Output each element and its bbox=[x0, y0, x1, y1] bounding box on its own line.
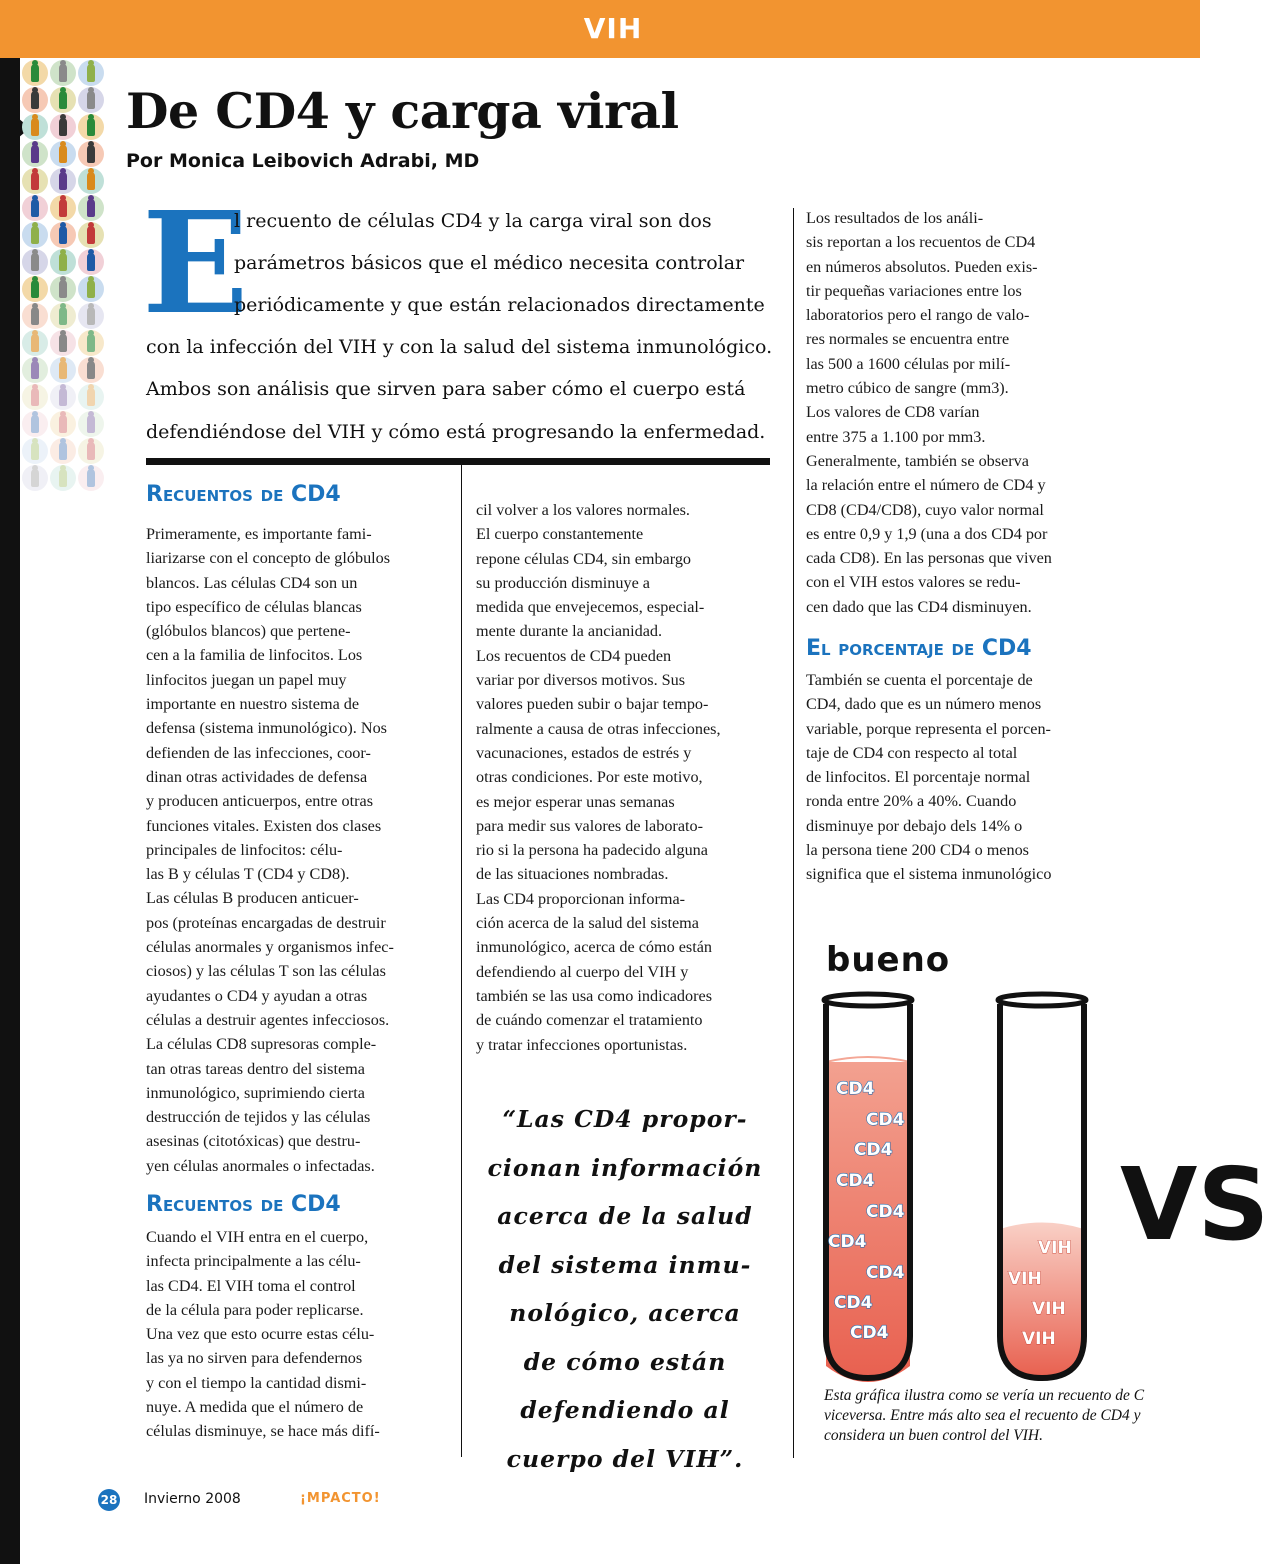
person-dot bbox=[50, 357, 76, 383]
person-dot bbox=[78, 303, 104, 329]
person-dot bbox=[78, 141, 104, 167]
person-icon bbox=[59, 388, 67, 406]
column-2-text: cil volver a los valores normales. El cuerpo constantemente repone células CD4, sin embargo su producción disminuye a medida que envejecemos, especial- mente durante la ancianidad. Los recuentos de CD4 pueden variar por diversos motivos. Sus valores pueden subir o bajar tempo- ralmente a causa de otras infecciones, vacunaciones, estados de estrés y otras condiciones. Por este motivo, es mejor esperar unas semanas para medir sus valores de laborato- rio si la persona ha padecido alguna de las situaciones nombradas. Las CD4 proporcionan informa- ción acerca de la salud del sistema inmunológico, acerca de cómo están defendiendo al cuerpo del VIH y también se las usa como indicadores de cuándo comenzar el tratamiento y tratar infecciones oportunistas. bbox=[476, 501, 721, 1054]
person-dot bbox=[22, 357, 48, 383]
tube-label-cd4: CD4 bbox=[854, 1140, 893, 1160]
person-icon bbox=[59, 280, 67, 298]
person-dot bbox=[22, 330, 48, 356]
person-icon bbox=[31, 442, 39, 460]
person-dot bbox=[78, 114, 104, 140]
person-icon bbox=[59, 334, 67, 352]
person-icon bbox=[31, 334, 39, 352]
caption-line-2: viceversa. Entre más alto sea el recuento de CD4 y bbox=[824, 1407, 1141, 1424]
dropcap: E bbox=[142, 182, 249, 346]
person-icon bbox=[31, 388, 39, 406]
person-icon bbox=[59, 172, 67, 190]
intro-line-3: periódicamente y que están relacionados directamente bbox=[234, 294, 765, 316]
intro-line-4: con la infección del VIH y con la salud del sistema inmunológico. bbox=[146, 336, 773, 358]
person-dot bbox=[78, 438, 104, 464]
person-dot bbox=[22, 141, 48, 167]
person-icon bbox=[87, 118, 95, 136]
intro-line-2: parámetros básicos que el médico necesita controlar bbox=[234, 252, 745, 274]
person-dot bbox=[78, 411, 104, 437]
person-icon bbox=[87, 469, 95, 487]
person-icon bbox=[87, 388, 95, 406]
tube-label-vih: VIH bbox=[1008, 1269, 1042, 1289]
heading-porcentaje-cd4: El porcentaje de CD4 bbox=[806, 636, 1032, 661]
person-dot bbox=[78, 465, 104, 491]
person-dot bbox=[22, 249, 48, 275]
section-title: VIH bbox=[583, 12, 643, 45]
person-dot bbox=[50, 114, 76, 140]
person-dot bbox=[22, 195, 48, 221]
person-icon bbox=[31, 253, 39, 271]
person-dot bbox=[22, 168, 48, 194]
person-icon bbox=[31, 64, 39, 82]
person-dot bbox=[50, 60, 76, 86]
person-icon bbox=[87, 199, 95, 217]
page-number: 28 bbox=[98, 1489, 120, 1511]
person-dot bbox=[22, 276, 48, 302]
column-1-text-b: Cuando el VIH entra en el cuerpo, infecta principalmente a las célu- las CD4. El VIH toma el control de la célula para poder replicarse. Una vez que esto ocurre estas célu- las ya no sirven para defendernos y con el tiempo la cantidad dismi- nuye. A medida que el número de células disminuye, se hace más difí- bbox=[146, 1228, 380, 1441]
tube-label-cd4: CD4 bbox=[836, 1079, 875, 1099]
person-icon bbox=[31, 91, 39, 109]
person-dot bbox=[50, 276, 76, 302]
person-dot bbox=[78, 357, 104, 383]
person-dot bbox=[22, 411, 48, 437]
person-icon bbox=[87, 226, 95, 244]
person-icon bbox=[59, 307, 67, 325]
intro-divider bbox=[146, 458, 770, 465]
person-dot bbox=[50, 384, 76, 410]
tube-label-vih: VIH bbox=[1022, 1329, 1056, 1349]
person-dot bbox=[22, 303, 48, 329]
person-icon bbox=[87, 172, 95, 190]
person-dot bbox=[50, 195, 76, 221]
person-icon bbox=[59, 415, 67, 433]
test-tubes-graphic bbox=[812, 986, 1100, 1386]
pull-quote bbox=[470, 1095, 780, 1483]
person-icon bbox=[87, 334, 95, 352]
tube-label-cd4: CD4 bbox=[836, 1171, 875, 1191]
person-dot bbox=[50, 438, 76, 464]
caption-line-3: considera un buen control del VIH. bbox=[824, 1427, 1043, 1444]
person-icon bbox=[59, 469, 67, 487]
decorative-people-dots bbox=[22, 60, 112, 480]
left-black-strip bbox=[0, 58, 20, 1564]
person-dot bbox=[22, 222, 48, 248]
tube-good-empty bbox=[826, 1000, 910, 1062]
person-icon bbox=[31, 280, 39, 298]
person-icon bbox=[59, 91, 67, 109]
column-1-text-a: Primeramente, es importante fami- liarizarse con el concepto de glóbulos blancos. Las células CD4 son un tipo específico de células blancas (glóbulos blancos) que pertene- cen a la familia de linfocitos. Los linfocitos juegan un papel muy importante en nuestro sistema de defensa (sistema inmunológico). Nos defienden de las infecciones, coor- dinan otras actividades de defensa y producen anticuerpos, entre otras funciones vitales. Existen dos clases principales de linfocitos: célu- las B y células T (CD4 y CD8). Las células B producen anticuer- pos (proteínas encargadas de destruir células anormales y organismos infec- ciosos) y las células T son las células ayudantes o CD4 y ayudan a otras células a destruir agentes infecciosos. La células CD8 supresoras comple- tan otras tareas dentro del sistema inmunológico, suprimiendo cierta destrucción de tejidos y las células asesinas (citotóxicas) que destru- yen células anormales o infectadas. bbox=[146, 525, 394, 1175]
person-icon bbox=[31, 118, 39, 136]
person-icon bbox=[31, 145, 39, 163]
person-dot bbox=[50, 303, 76, 329]
person-icon bbox=[87, 361, 95, 379]
pull-quote-text: “Las CD4 propor- cionan información acerca de la salud del sistema inmu- nológico, acerca de cómo están defendiendo al cuerpo del VIH”. bbox=[487, 1105, 763, 1473]
person-dot bbox=[78, 222, 104, 248]
person-dot bbox=[50, 411, 76, 437]
person-icon bbox=[59, 361, 67, 379]
article-byline: Por Monica Leibovich Adrabi, MD bbox=[126, 150, 480, 172]
person-icon bbox=[31, 172, 39, 190]
column-divider-2 bbox=[793, 208, 794, 1458]
tube-label-cd4: CD4 bbox=[828, 1232, 867, 1252]
person-icon bbox=[87, 280, 95, 298]
person-dot bbox=[22, 438, 48, 464]
person-icon bbox=[59, 226, 67, 244]
caption-line-1: Esta gráfica ilustra como se vería un recuento de C bbox=[824, 1387, 1145, 1404]
person-icon bbox=[59, 64, 67, 82]
person-icon bbox=[31, 226, 39, 244]
graphic-label-good: bueno bbox=[826, 940, 951, 980]
article-title: De CD4 y carga viral bbox=[126, 82, 679, 140]
person-dot bbox=[22, 384, 48, 410]
person-icon bbox=[87, 253, 95, 271]
column-3-text-b: También se cuenta el porcentaje de CD4, dado que es un número menos variable, porque representa el porcen- taje de CD4 con respecto al total de linfocitos. El porcentaje normal ronda entre 20% a 40%. Cuando disminuye por debajo dels 14% o la persona tiene 200 CD4 o menos significa que el sistema inmunológico bbox=[806, 671, 1052, 884]
person-dot bbox=[50, 249, 76, 275]
person-dot bbox=[78, 384, 104, 410]
intro-line-1: l recuento de células CD4 y la carga viral son dos bbox=[234, 210, 712, 232]
person-icon bbox=[87, 415, 95, 433]
intro-line-6: defendiéndose del VIH y cómo está progresando la enfermedad. bbox=[146, 421, 766, 443]
person-icon bbox=[31, 469, 39, 487]
person-dot bbox=[50, 87, 76, 113]
tube-label-cd4: CD4 bbox=[834, 1293, 873, 1313]
person-dot bbox=[50, 168, 76, 194]
tube-bad-rim bbox=[998, 994, 1086, 1006]
person-dot bbox=[22, 87, 48, 113]
heading-recuentos-cd4: Recuentos de CD4 bbox=[146, 482, 341, 507]
person-dot bbox=[78, 276, 104, 302]
person-icon bbox=[31, 199, 39, 217]
heading-recuentos-cd4-2: Recuentos de CD4 bbox=[146, 1192, 341, 1217]
column-divider-1 bbox=[461, 465, 462, 1457]
person-dot bbox=[50, 330, 76, 356]
person-icon bbox=[31, 361, 39, 379]
person-icon bbox=[87, 91, 95, 109]
tube-label-vih: VIH bbox=[1032, 1299, 1066, 1319]
tube-label-cd4: CD4 bbox=[866, 1110, 905, 1130]
person-dot bbox=[78, 60, 104, 86]
person-dot bbox=[78, 330, 104, 356]
person-dot bbox=[50, 465, 76, 491]
person-icon bbox=[59, 199, 67, 217]
tube-bad bbox=[998, 994, 1086, 1378]
person-icon bbox=[31, 415, 39, 433]
person-icon bbox=[87, 64, 95, 82]
person-dot bbox=[50, 141, 76, 167]
person-icon bbox=[87, 145, 95, 163]
person-dot bbox=[22, 114, 48, 140]
person-dot bbox=[78, 168, 104, 194]
person-dot bbox=[78, 195, 104, 221]
person-icon bbox=[31, 307, 39, 325]
footer-issue: Invierno 2008 bbox=[144, 1491, 241, 1507]
person-dot bbox=[78, 87, 104, 113]
intro-line-5: Ambos son análisis que sirven para saber cómo el cuerpo está bbox=[146, 378, 746, 400]
person-icon bbox=[87, 307, 95, 325]
tube-label-cd4: CD4 bbox=[866, 1202, 905, 1222]
tube-label-cd4: CD4 bbox=[850, 1323, 889, 1343]
person-icon bbox=[59, 118, 67, 136]
person-icon bbox=[87, 442, 95, 460]
graphic-caption bbox=[824, 1386, 1200, 1446]
person-dot bbox=[50, 222, 76, 248]
person-dot bbox=[22, 60, 48, 86]
person-icon bbox=[59, 145, 67, 163]
graphic-vs: VS bbox=[1120, 1146, 1269, 1263]
tube-label-cd4: CD4 bbox=[866, 1263, 905, 1283]
person-dot bbox=[22, 465, 48, 491]
tube-good-rim bbox=[824, 994, 912, 1006]
section-header-bar bbox=[0, 0, 1200, 58]
person-icon bbox=[59, 253, 67, 271]
footer-brand: ¡MPACTO! bbox=[300, 1491, 381, 1506]
column-3-text-a: Los resultados de los análi- sis reportan a los recuentos de CD4 en números absolutos. Pueden exis- tir pequeñas variaciones entre los laboratorios pero el rango de valo- res normales se encuentra entre las 500 a 1600 células por milí- metro cúbico de sangre (mm3). Los valores de CD8 varían entre 375 a 1.100 por mm3. Generalmente, también se observa la relación entre el número de CD4 y CD8 (CD4/CD8), cuyo valor normal es entre 0,9 y 1,9 (una a dos CD4 por cada CD8). En las personas que viven con el VIH estos valores se redu- cen dado que las CD4 disminuyen. bbox=[806, 209, 1052, 616]
tube-label-vih: VIH bbox=[1038, 1238, 1072, 1258]
person-dot bbox=[78, 249, 104, 275]
person-icon bbox=[59, 442, 67, 460]
